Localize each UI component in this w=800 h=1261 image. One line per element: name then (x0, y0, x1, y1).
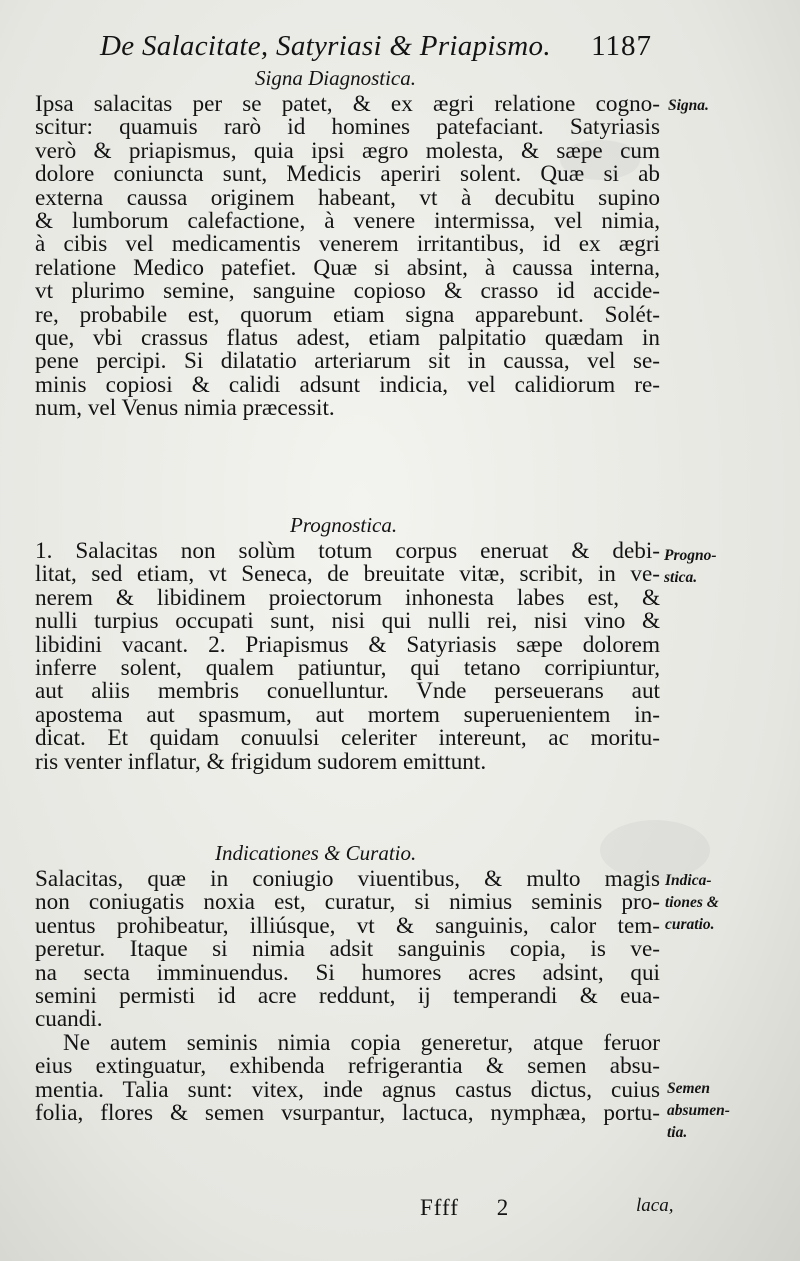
section-heading-prognostica: Prognostica. (290, 513, 398, 537)
margin-note-line: tia. (667, 1124, 688, 1141)
text-line: pene percipi. Si dilatatio arteriarum sit in caussa, vel se- (35, 350, 660, 374)
text-line: Salacitas, quæ in coniugio viuentibus, & multo magis (35, 868, 660, 892)
text-line: minis copiosi & calidi adsunt indicia, vel calidiorum re- (35, 373, 660, 398)
running-title: De Salacitate, Satyriasi & Priapismo. (100, 30, 551, 62)
margin-note-indicationes (665, 870, 719, 936)
text-line: cuandi. (35, 1008, 103, 1032)
text-line: libidini vacant. 2. Priapismus & Satyriasis sæpe dolorem (35, 633, 660, 657)
text-line: re, probabile est, quorum etiam signa apparebunt. Solét- (35, 303, 660, 327)
margin-note-semen (667, 1078, 730, 1144)
signature-mark: Ffff (420, 1195, 459, 1220)
text-line: nerem & libidinem proiectorum inhonesta labes est, & (35, 586, 660, 611)
section-heading-signa: Signa Diagnostica. (255, 66, 416, 90)
section-heading-indicationes: Indicationes & Curatio. (215, 841, 417, 865)
text-line: & lumborum calefactione, à venere intermissa, vel nimia, (35, 209, 660, 234)
text-line: dolore coniuncta sunt, Medicis aperiri solent. Quæ si ab (35, 163, 660, 187)
text-line: ris venter inflatur, & frigidum sudorem emittunt. (35, 750, 487, 774)
margin-note-line: Indica- (665, 872, 712, 889)
text-line: Ipsa salacitas per se patet, & ex ægri relatione cogno- (35, 93, 660, 117)
paragraph-prognostica (35, 540, 660, 774)
text-line: num, vel Venus nimia præcessit. (35, 397, 335, 421)
text-line: 1. Salacitas non solùm totum corpus eneruat & debi- (35, 540, 660, 564)
margin-note-line: Signa. (668, 97, 709, 114)
text-line: mentia. Talia sunt: vitex, inde agnus castus dictus, cuius (35, 1078, 660, 1102)
text-line: à cibis vel medicamentis venerem irritantibus, id ex ægri (35, 233, 660, 257)
text-line: dicat. Et quidam conuulsi celeriter intereunt, ac moritu- (35, 727, 660, 751)
text-line: verò & priapismus, quia ipsi ægro molesta, & sæpe cum (35, 139, 660, 164)
margin-note-line: Semen (667, 1080, 711, 1097)
text-line: eius extinguatur, exhibenda refrigerantia & semen absu- (35, 1055, 660, 1079)
page-number: 1187 (591, 30, 652, 62)
text-line: nulli turpius occupati sunt, nisi qui nulli rei, nisi vino & (35, 610, 660, 634)
text-line: litat, sed etiam, vt Seneca, de breuitate vitæ, scribit, in ve- (35, 563, 660, 587)
text-line: aut aliis membris conuelluntur. Vnde perseuerans aut (35, 680, 660, 704)
margin-note-line: Progno- (664, 547, 717, 564)
margin-note-line: stica. (664, 569, 698, 586)
margin-note-prognostica (664, 545, 717, 589)
text-line: externa caussa originem habeant, vt à decubitu supino (35, 186, 660, 210)
paragraph-signa (35, 93, 660, 420)
text-line: folia, flores & semen vsurpantur, lactuca, nymphæa, portu- (35, 1101, 660, 1126)
text-line: Ne autem seminis nimia copia generetur, atque feruor (63, 1031, 660, 1056)
text-line: apostema aut spasmum, aut mortem superuenientem in- (35, 703, 660, 728)
margin-note-signa (668, 95, 709, 117)
text-line: vt plurimo semine, sanguine copioso & crasso id accide- (35, 280, 660, 304)
text-line: que, vbi crassus flatus adest, etiam palpitatio quædam in (35, 326, 660, 351)
text-line: peretur. Itaque si nimia adsit sanguinis copia, is ve- (35, 938, 660, 962)
text-line: na secta imminuendus. Si humores acres adsint, qui (35, 961, 660, 985)
text-line: scitur: quamuis rarò id homines patefaciant. Satyriasis (35, 116, 660, 140)
text-line: non coniugatis noxia est, curatur, si nimius seminis pro- (35, 891, 660, 915)
text-line: relatione Medico patefiet. Quæ si absint, à caussa interna, (35, 256, 660, 281)
page-footer (420, 1195, 541, 1221)
catchword: laca, (636, 1195, 674, 1216)
paragraph-indicationes (35, 868, 660, 1125)
text-line: inferre solent, qualem patiuntur, qui tetano corripiuntur, (35, 656, 660, 681)
margin-note-line: tiones & (665, 894, 719, 911)
text-line: semini permisti id acre reddunt, ij temperandi & eua- (35, 984, 660, 1009)
signature-number: 2 (496, 1195, 510, 1220)
margin-note-line: absumen- (667, 1102, 730, 1119)
text-line: uentus prohibeatur, illiúsque, vt & sanguinis, calor tem- (35, 914, 660, 939)
margin-note-line: curatio. (665, 916, 715, 933)
